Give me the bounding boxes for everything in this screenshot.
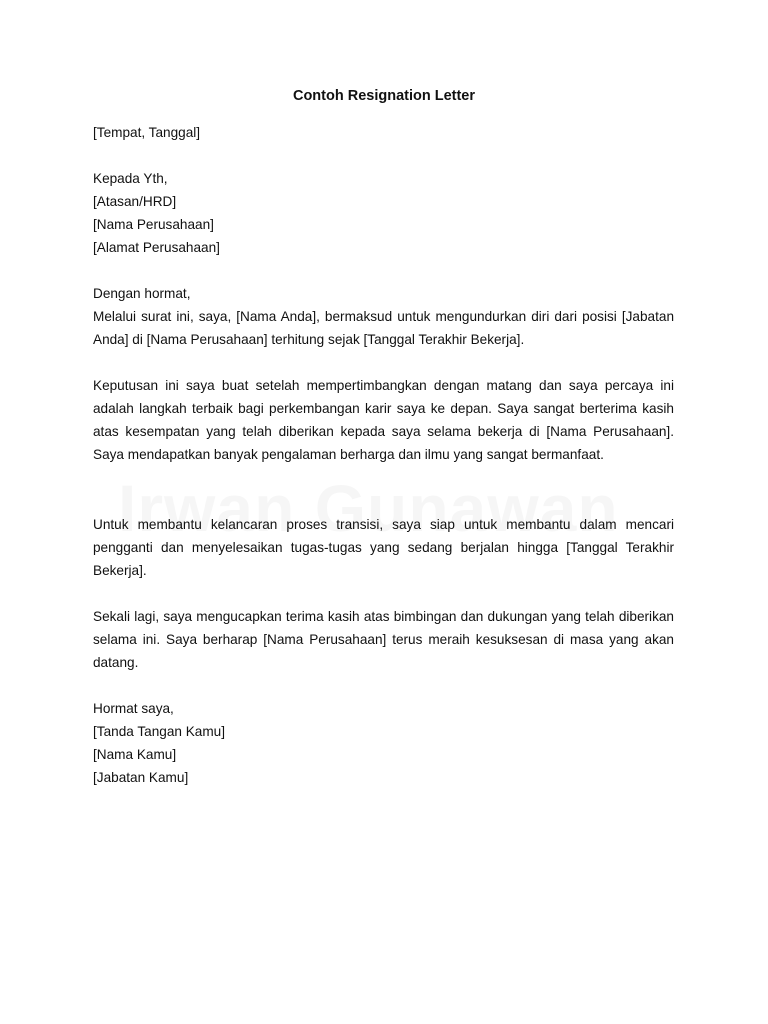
place-date [93,121,674,144]
salutation [93,282,674,305]
paragraph-2: Keputusan ini saya buat setelah mempertimbangkan dengan matang dan saya percaya ini adalah langkah terbaik bagi perkembangan karir saya ke depan. Saya sangat berterima kasih atas kesempatan yang telah diberikan kepada saya selama bekerja di [Nama Perusahaan]. Saya mendapatkan banyak pengalaman berharga dan ilmu yang sangat bermanfaat. [93,378,674,462]
recipient-greeting: Kepada Yth, [93,171,168,186]
closing-block [93,697,674,789]
signature-placeholder: [Tanda Tangan Kamu] [93,724,226,739]
recipient-line-1: [Atasan/HRD] [93,194,177,209]
letter-title: Contoh Resignation Letter [292,88,476,104]
recipient-block [93,167,674,259]
paragraph-4: Sekali lagi, saya mengucapkan terima kasih atas bimbingan dan dukungan yang telah diberikan selama ini. Saya berharap [Nama Perusahaan] terus meraih kesuksesan di masa yang akan datang. [93,609,674,670]
signer-name: [Nama Kamu] [93,747,177,762]
paragraph-3: Untuk membantu kelancaran proses transisi, saya siap untuk membantu dalam mencari pengganti dan menyelesaikan tugas-tugas yang sedang berjalan hingga [Tanggal Terakhir Bekerja]. [93,517,674,578]
recipient-line-2: [Nama Perusahaan] [93,217,214,232]
signer-title: [Jabatan Kamu] [93,770,189,785]
closing-line-1: Hormat saya, [93,701,174,716]
recipient-line-3: [Alamat Perusahaan] [93,240,220,255]
place-date-text: [Tempat, Tanggal] [93,125,201,140]
paragraph-1: Melalui surat ini, saya, [Nama Anda], bermaksud untuk mengundurkan diri dari posisi [Jabatan Anda] di [Nama Perusahaan] terhitung sejak [Tanggal Terakhir Bekerja]. [93,309,674,347]
salutation-text: Dengan hormat, [93,286,191,301]
